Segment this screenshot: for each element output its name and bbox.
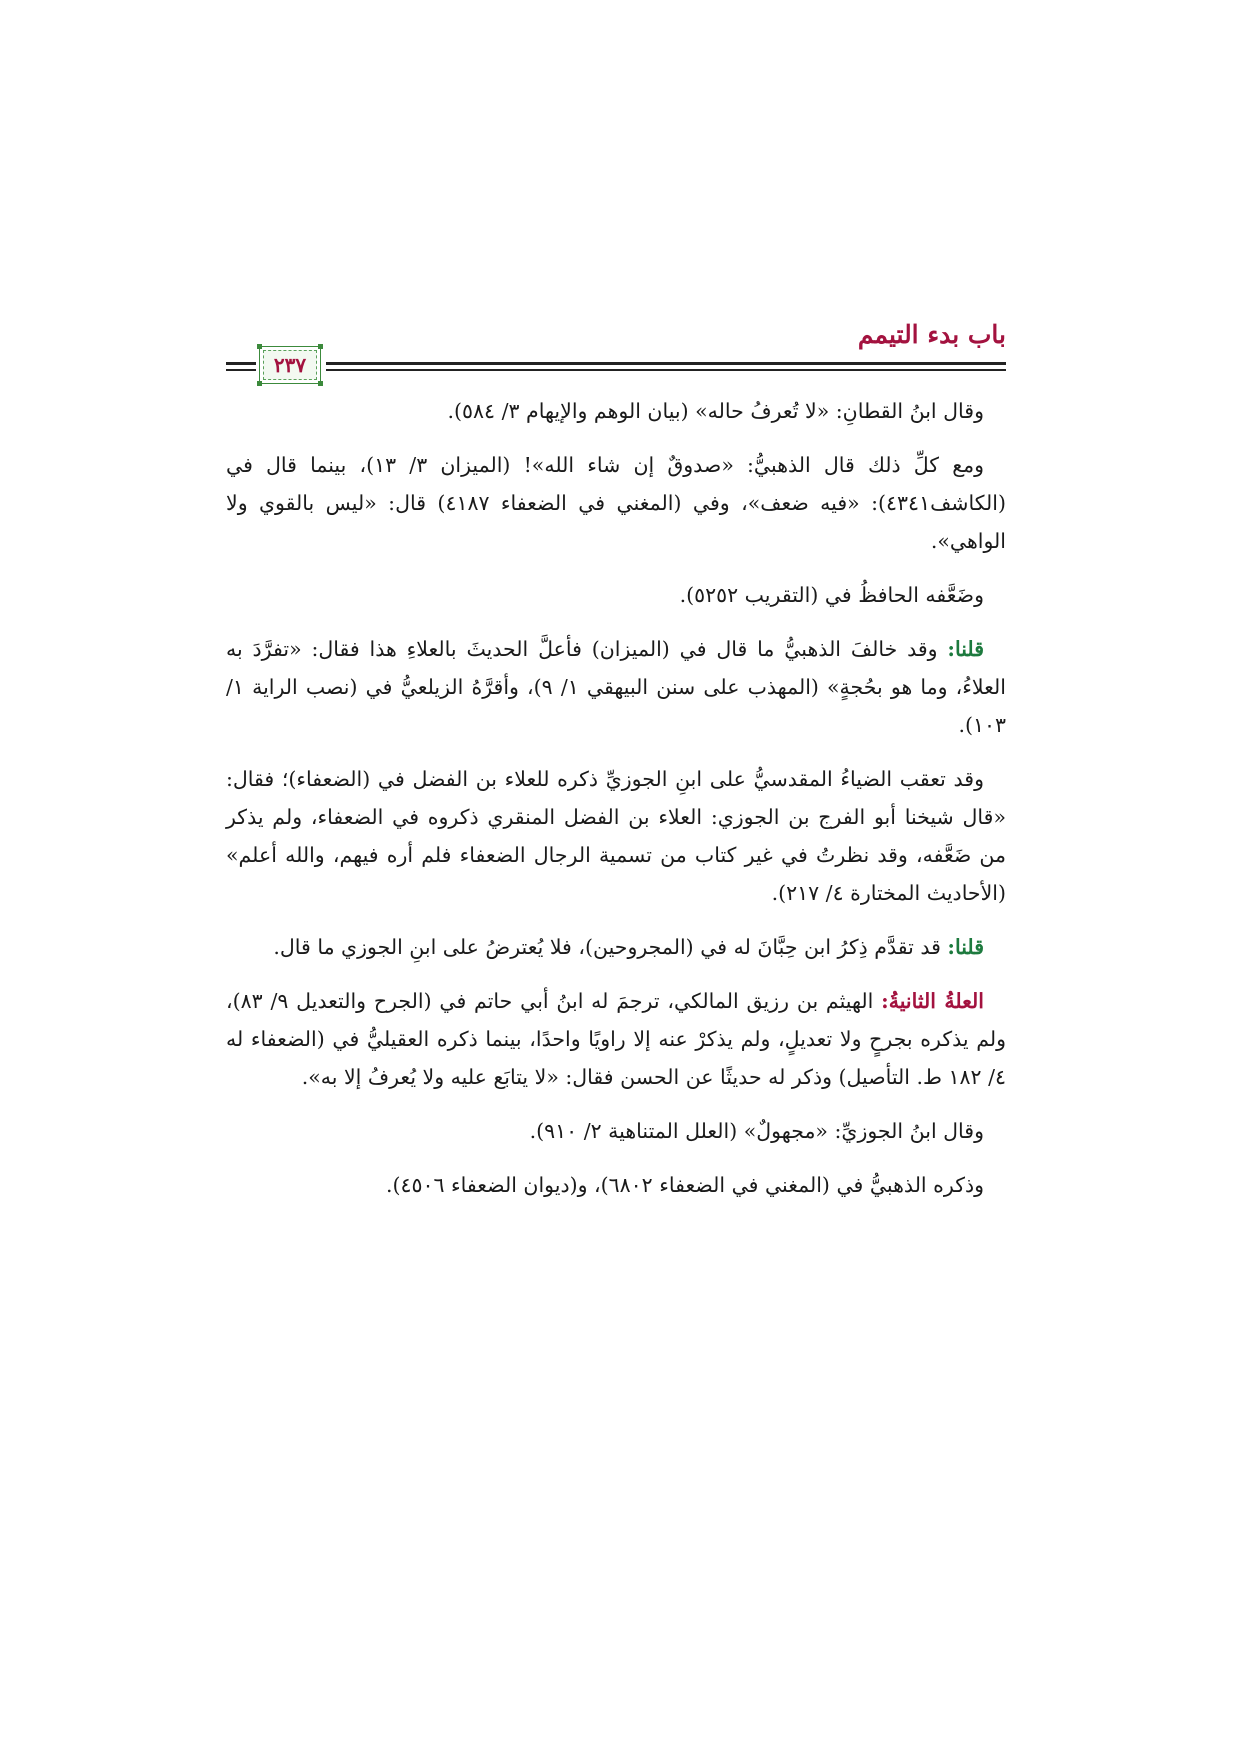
paragraph: وضَعَّفه الحافظُ في (التقريب ٥٢٥٢). [679, 583, 984, 607]
chapter-title: باب بدء التيمم [857, 320, 1006, 349]
paragraph-lead: قلنا: [947, 637, 984, 661]
page-body [226, 392, 1006, 1204]
paragraph: العلةُ الثانيةُ: الهيثم بن رزيق المالكي، ترجمَ له ابنُ أبي حاتم في (الجرح والتعديل ٩/ ٨٣)، ولم يذكره بجرحٍ ولا تعديلٍ، ولم يذكرْ عنه إلا راويًا واحدًا، بينما ذكره العقيليُّ في (الضعفاء له ٤/ ١٨٢ ط. التأصيل) وذكر له حديثًا عن الحسن فقال: «لا يتابَع عليه ولا يُعرفُ إلا به». [226, 989, 1006, 1089]
header-rule-left [226, 362, 256, 371]
book-page [226, 318, 1006, 1220]
paragraph-lead: العلةُ الثانيةُ: [881, 989, 984, 1013]
page-number: ٢٣٧ [263, 350, 317, 380]
paragraph: قلنا: قد تقدَّم ذِكرُ ابن حِبَّانَ له في (المجروحين)، فلا يُعترضُ على ابنِ الجوزي ما قال. [273, 935, 984, 959]
header-rule [326, 362, 1006, 371]
page-number-badge [259, 346, 321, 384]
paragraph: وذكره الذهبيُّ في (المغني في الضعفاء ٦٨٠٢)، و(ديوان الضعفاء ٤٥٠٦). [385, 1173, 984, 1197]
paragraph: ومع كلِّ ذلك قال الذهبيُّ: «صدوقٌ إن شاء الله»! (الميزان ٣/ ١٣)، بينما قال في (الكاشف٤٣٤١): «فيه ضعف»، وفي (المغني في الضعفاء ٤١٨٧) قال: «ليس بالقوي ولا الواهي». [226, 453, 1006, 553]
paragraph: وقال ابنُ القطانِ: «لا تُعرفُ حاله» (بيان الوهم والإيهام ٣/ ٥٨٤). [447, 399, 984, 423]
paragraph: وقد تعقب الضياءُ المقدسيُّ على ابنِ الجوزيِّ ذكره للعلاء بن الفضل في (الضعفاء)؛ فقال: «قال شيخنا أبو الفرج بن الجوزي: العلاء بن الفضل المنقري ذكروه في الضعفاء، ولم يذكر من ضَعَّفه، وقد نظرتُ في غير كتاب من تسمية الرجال الضعفاء فلم أره فيهم، والله أعلم» (الأحاديث المختارة ٤/ ٢١٧). [226, 767, 1006, 905]
paragraph: وقال ابنُ الجوزيِّ: «مجهولٌ» (العلل المتناهية ٢/ ٩١٠). [529, 1119, 984, 1143]
page-header [226, 318, 1006, 384]
paragraph: قلنا: وقد خالفَ الذهبيُّ ما قال في (الميزان) فأعلَّ الحديثَ بالعلاءِ هذا فقال: «تفرَّدَ به العلاءُ، وما هو بحُجةٍ» (المهذب على سنن البيهقي ١/ ٩)، وأقرَّهُ الزيلعيُّ في (نصب الراية ١/ ١٠٣). [226, 637, 1006, 737]
paragraph-lead: قلنا: [947, 935, 984, 959]
